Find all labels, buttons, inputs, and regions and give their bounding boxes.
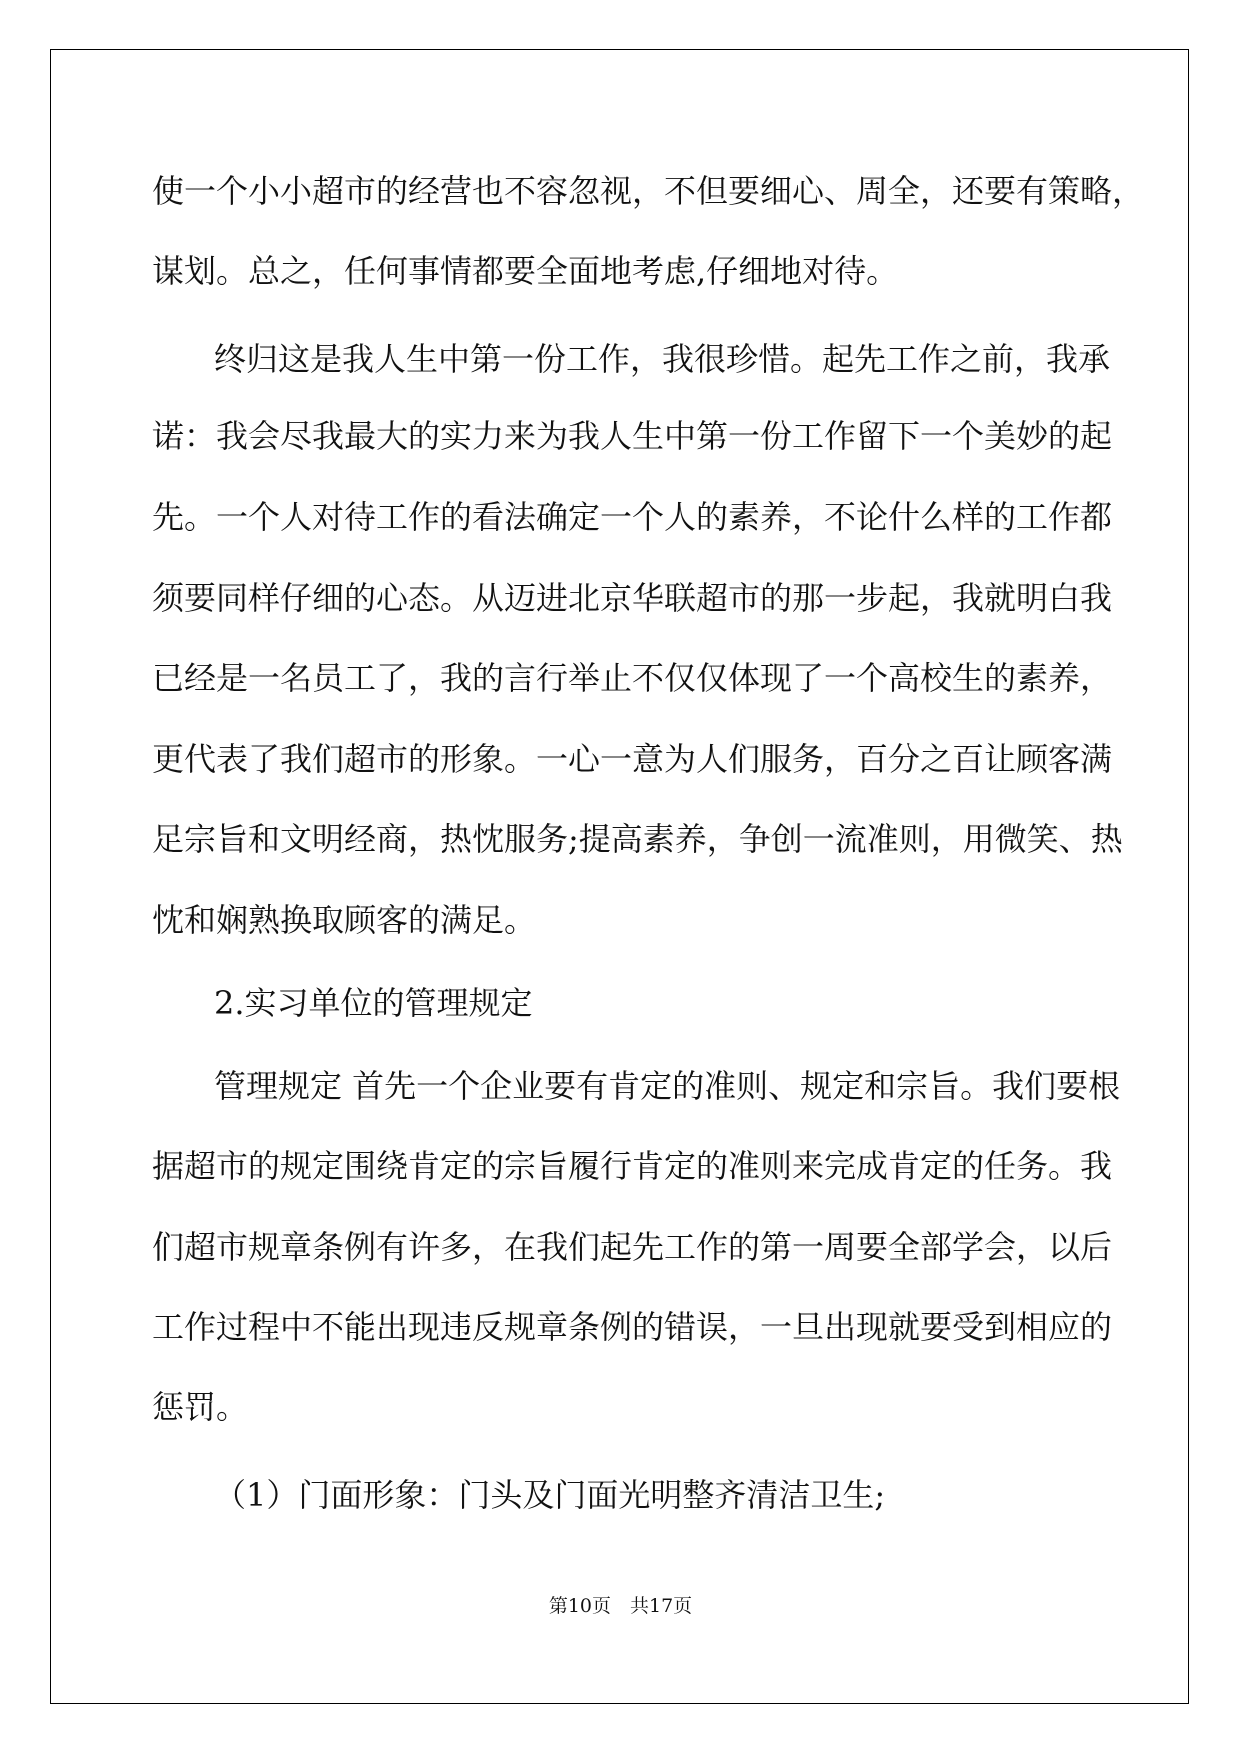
body-line-13: 据超市的规定围绕肯定的宗旨履行肯定的准则来完成肯定的任务。我 [152, 1147, 1113, 1185]
body-line-14: 们超市规章条例有许多，在我们起先工作的第一周要全部学会，以后 [152, 1228, 1113, 1266]
body-line-5: 先。一个人对待工作的看法确定一个人的素养，不论什么样的工作都 [152, 498, 1113, 536]
body-line-12: 管理规定 首先一个企业要有肯定的准则、规定和宗旨。我们要根 [214, 1067, 1121, 1105]
list-item-1: （1）门面形象：门头及门面光明整齐清洁卫生; [214, 1476, 886, 1514]
body-line-9: 足宗旨和文明经商，热忱服务;提高素养，争创一流准则，用微笑、热 [152, 820, 1123, 858]
page-border [50, 49, 1189, 1704]
body-line-4: 诺：我会尽我最大的实力来为我人生中第一份工作留下一个美妙的起 [152, 417, 1113, 455]
body-line-16: 惩罚。 [152, 1388, 249, 1426]
body-line-6: 须要同样仔细的心态。从迈进北京华联超市的那一步起，我就明白我 [152, 579, 1113, 617]
body-line-3: 终归这是我人生中第一份工作，我很珍惜。起先工作之前，我承 [214, 340, 1111, 378]
body-line-8: 更代表了我们超市的形象。一心一意为人们服务，百分之百让顾客满 [152, 740, 1113, 778]
page-number: 第10页 共17页 [548, 1595, 693, 1617]
body-line-7: 已经是一名员工了，我的言行举止不仅仅体现了一个高校生的素养， [152, 659, 1113, 697]
body-line-10: 忱和娴熟换取顾客的满足。 [152, 901, 537, 939]
body-line-2: 谋划。总之，任何事情都要全面地考虑,仔细地对待。 [152, 252, 899, 290]
body-line-1: 使一个小小超市的经营也不容忽视，不但要细心、周全，还要有策略， [152, 172, 1145, 210]
body-line-15: 工作过程中不能出现违反规章条例的错误，一旦出现就要受到相应的 [152, 1308, 1113, 1346]
section-heading: 2.实习单位的管理规定 [214, 984, 533, 1022]
